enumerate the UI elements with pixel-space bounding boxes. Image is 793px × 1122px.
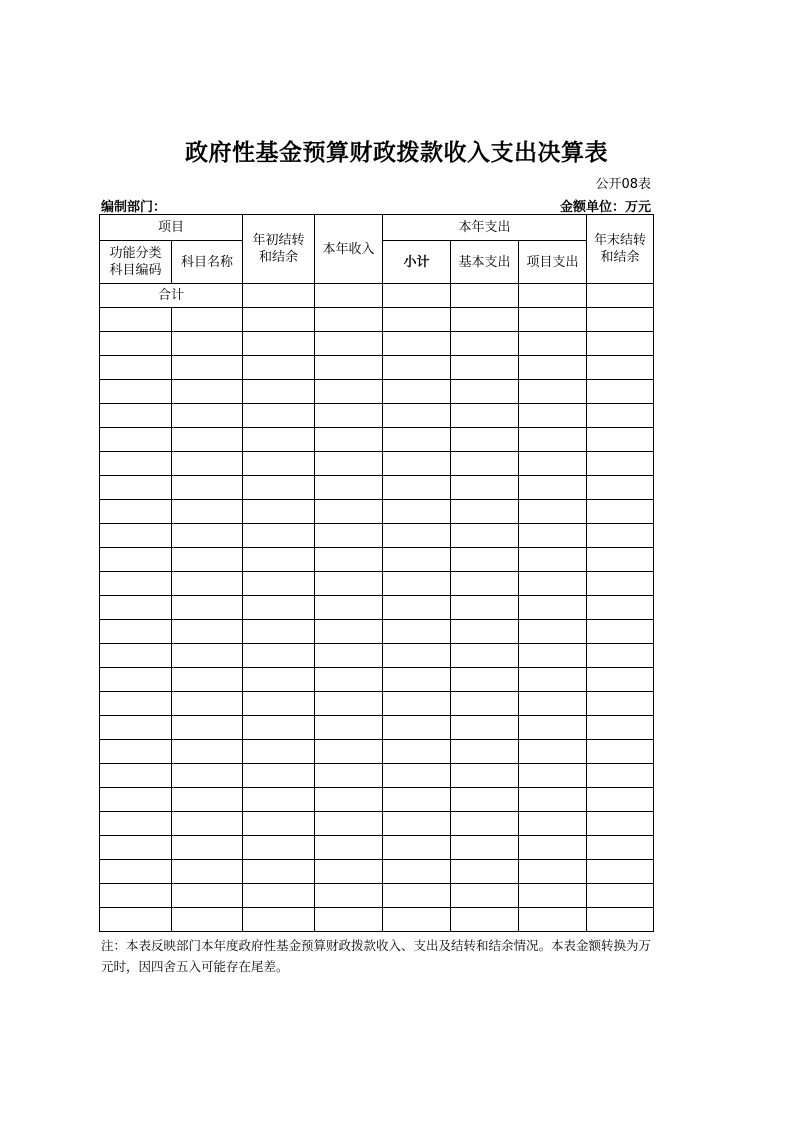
table-cell <box>100 428 172 452</box>
table-cell <box>172 500 243 524</box>
table-cell <box>451 860 519 884</box>
table-cell <box>243 308 315 332</box>
table-row <box>100 356 654 380</box>
table-cell <box>451 740 519 764</box>
table-cell <box>383 860 451 884</box>
unit-label: 金额单位：万元 <box>559 200 651 215</box>
table-cell <box>172 476 243 500</box>
table-cell <box>383 836 451 860</box>
table-cell <box>587 812 654 836</box>
table-cell <box>172 452 243 476</box>
table-cell <box>172 884 243 908</box>
table-cell <box>451 812 519 836</box>
header-opening-balance <box>243 215 315 284</box>
table-cell <box>451 884 519 908</box>
table-cell <box>315 500 383 524</box>
table-cell <box>587 596 654 620</box>
table-row <box>100 884 654 908</box>
table-cell <box>243 740 315 764</box>
table-row <box>100 860 654 884</box>
table-cell <box>100 356 172 380</box>
table-row <box>100 788 654 812</box>
header-basic-expense: 基本支出 <box>451 241 519 284</box>
table-cell <box>383 308 451 332</box>
table-cell <box>315 428 383 452</box>
table-cell <box>172 308 243 332</box>
page-title: 政府性基金预算财政拨款收入支出决算表 <box>185 140 608 166</box>
table-cell <box>243 908 315 932</box>
table-cell <box>172 548 243 572</box>
table-cell <box>172 404 243 428</box>
table-cell <box>100 860 172 884</box>
table-cell <box>451 692 519 716</box>
table-cell <box>315 452 383 476</box>
table-cell <box>315 404 383 428</box>
table-cell <box>587 860 654 884</box>
table-cell <box>172 836 243 860</box>
table-cell <box>100 788 172 812</box>
table-cell <box>100 620 172 644</box>
table-cell <box>100 716 172 740</box>
table-cell <box>172 740 243 764</box>
table-cell <box>519 668 587 692</box>
table-cell <box>383 476 451 500</box>
table-cell <box>100 452 172 476</box>
table-cell <box>315 548 383 572</box>
total-cell <box>243 284 315 308</box>
table-cell <box>587 908 654 932</box>
table-row <box>100 308 654 332</box>
form-code: 公开08表 <box>595 177 651 192</box>
table-cell <box>519 332 587 356</box>
table-row <box>100 524 654 548</box>
department-label: 编制部门： <box>101 200 167 215</box>
header-project-expense: 项目支出 <box>519 241 587 284</box>
table-cell <box>243 620 315 644</box>
table-cell <box>243 884 315 908</box>
footnote: 注：本表反映部门本年度政府性基金预算财政拨款收入、支出及结转和结余情况。本表金额转换为万元时，因四舍五入可能存在尾差。 <box>101 938 652 974</box>
table-cell <box>243 500 315 524</box>
table-cell <box>587 548 654 572</box>
table-cell <box>243 788 315 812</box>
table-row <box>100 668 654 692</box>
table-cell <box>315 812 383 836</box>
header-closing-balance-label: 年末结转和结余 <box>593 233 646 265</box>
table-cell <box>383 740 451 764</box>
table-cell <box>451 644 519 668</box>
table-cell <box>315 332 383 356</box>
table-cell <box>100 812 172 836</box>
table-cell <box>315 692 383 716</box>
table-cell <box>172 428 243 452</box>
table-cell <box>172 908 243 932</box>
table-cell <box>451 668 519 692</box>
table-cell <box>383 644 451 668</box>
total-cell <box>315 284 383 308</box>
table-cell <box>587 476 654 500</box>
table-cell <box>315 524 383 548</box>
table-cell <box>519 812 587 836</box>
table-cell <box>172 380 243 404</box>
header-function-code-label: 功能分类科目编码 <box>109 246 162 278</box>
table-cell <box>315 644 383 668</box>
table-cell <box>519 476 587 500</box>
table-cell <box>172 788 243 812</box>
table-cell <box>519 404 587 428</box>
table-cell <box>243 380 315 404</box>
table-cell <box>451 836 519 860</box>
table-cell <box>383 404 451 428</box>
table-cell <box>587 308 654 332</box>
table-row <box>100 716 654 740</box>
table-cell <box>519 740 587 764</box>
table-cell <box>451 596 519 620</box>
table-cell <box>587 764 654 788</box>
table-cell <box>315 596 383 620</box>
table-row <box>100 452 654 476</box>
table-cell <box>587 740 654 764</box>
table-cell <box>451 476 519 500</box>
table-cell <box>587 668 654 692</box>
table-cell <box>519 308 587 332</box>
table-cell <box>100 668 172 692</box>
table-cell <box>383 572 451 596</box>
table-cell <box>383 884 451 908</box>
table-cell <box>315 908 383 932</box>
table-cell <box>451 572 519 596</box>
table-cell <box>243 860 315 884</box>
table-cell <box>383 908 451 932</box>
table-cell <box>519 428 587 452</box>
table-row <box>100 812 654 836</box>
table-cell <box>172 860 243 884</box>
table-cell <box>100 596 172 620</box>
table-cell <box>451 764 519 788</box>
header-subtotal: 小计 <box>383 241 451 284</box>
table-cell <box>519 356 587 380</box>
table-cell <box>100 884 172 908</box>
table-cell <box>519 860 587 884</box>
table-cell <box>243 524 315 548</box>
table-cell <box>383 452 451 476</box>
table-cell <box>100 908 172 932</box>
table-cell <box>315 740 383 764</box>
table-cell <box>587 380 654 404</box>
table-row <box>100 500 654 524</box>
table-cell <box>172 692 243 716</box>
table-cell <box>519 716 587 740</box>
table-cell <box>172 764 243 788</box>
table-cell <box>451 548 519 572</box>
table-cell <box>587 788 654 812</box>
table-cell <box>451 500 519 524</box>
table-cell <box>315 788 383 812</box>
table-cell <box>451 428 519 452</box>
budget-table <box>99 214 654 932</box>
table-cell <box>100 404 172 428</box>
table-cell <box>243 572 315 596</box>
table-row <box>100 620 654 644</box>
table-cell <box>519 788 587 812</box>
header-subject-name: 科目名称 <box>172 241 243 284</box>
table-row <box>100 380 654 404</box>
table-row <box>100 836 654 860</box>
total-row <box>100 284 654 308</box>
header-item: 项目 <box>100 215 243 241</box>
table-cell <box>519 548 587 572</box>
table-cell <box>100 548 172 572</box>
table-cell <box>100 308 172 332</box>
table-cell <box>243 404 315 428</box>
table-cell <box>383 764 451 788</box>
header-closing-balance <box>587 215 654 284</box>
table-cell <box>315 380 383 404</box>
table-cell <box>519 572 587 596</box>
table-cell <box>451 356 519 380</box>
table-cell <box>383 788 451 812</box>
table-cell <box>100 692 172 716</box>
table-cell <box>172 356 243 380</box>
table-cell <box>451 908 519 932</box>
table-cell <box>587 572 654 596</box>
table-cell <box>243 476 315 500</box>
table-cell <box>383 500 451 524</box>
table-cell <box>315 668 383 692</box>
table-cell <box>383 812 451 836</box>
header-current-expense: 本年支出 <box>383 215 587 241</box>
table-cell <box>315 476 383 500</box>
table-cell <box>587 500 654 524</box>
table-cell <box>451 404 519 428</box>
table-cell <box>519 836 587 860</box>
table-row <box>100 908 654 932</box>
table-cell <box>383 380 451 404</box>
table-row <box>100 548 654 572</box>
table-cell <box>451 308 519 332</box>
table-cell <box>383 620 451 644</box>
table-cell <box>315 860 383 884</box>
table-cell <box>587 620 654 644</box>
table-row <box>100 332 654 356</box>
table-cell <box>451 524 519 548</box>
table-cell <box>243 356 315 380</box>
table-cell <box>243 716 315 740</box>
table-cell <box>172 332 243 356</box>
table-cell <box>587 644 654 668</box>
table-cell <box>243 452 315 476</box>
table-cell <box>587 356 654 380</box>
table-row <box>100 596 654 620</box>
table-cell <box>383 548 451 572</box>
table-cell <box>383 332 451 356</box>
table-cell <box>315 572 383 596</box>
header-row-1 <box>100 215 654 241</box>
table-cell <box>587 428 654 452</box>
table-cell <box>451 788 519 812</box>
table-cell <box>383 524 451 548</box>
table-cell <box>383 356 451 380</box>
table-cell <box>383 596 451 620</box>
header-opening-balance-label: 年初结转和结余 <box>252 233 305 265</box>
table-row <box>100 764 654 788</box>
table-cell <box>172 716 243 740</box>
table-cell <box>172 572 243 596</box>
table-cell <box>383 668 451 692</box>
table-cell <box>100 764 172 788</box>
table-cell <box>519 884 587 908</box>
table-cell <box>519 908 587 932</box>
table-cell <box>519 596 587 620</box>
table-cell <box>100 524 172 548</box>
table-cell <box>100 572 172 596</box>
table-row <box>100 404 654 428</box>
table-cell <box>243 596 315 620</box>
table-cell <box>587 716 654 740</box>
total-cell <box>519 284 587 308</box>
table-row <box>100 572 654 596</box>
table-cell <box>315 884 383 908</box>
table-cell <box>243 548 315 572</box>
table-row <box>100 644 654 668</box>
table-cell <box>172 596 243 620</box>
table-cell <box>519 524 587 548</box>
table-cell <box>519 764 587 788</box>
table-cell <box>519 452 587 476</box>
table-cell <box>519 692 587 716</box>
table-cell <box>243 668 315 692</box>
table-cell <box>172 644 243 668</box>
table-cell <box>383 692 451 716</box>
table-cell <box>243 692 315 716</box>
table-cell <box>519 380 587 404</box>
table-cell <box>172 524 243 548</box>
total-cell <box>383 284 451 308</box>
table-cell <box>243 428 315 452</box>
table-cell <box>100 380 172 404</box>
table-cell <box>587 332 654 356</box>
table-cell <box>243 644 315 668</box>
total-label: 合计 <box>100 284 243 308</box>
table-cell <box>587 524 654 548</box>
table-cell <box>451 716 519 740</box>
table-row <box>100 476 654 500</box>
table-cell <box>243 812 315 836</box>
total-cell <box>451 284 519 308</box>
table-cell <box>519 620 587 644</box>
table-cell <box>383 428 451 452</box>
header-current-income: 本年收入 <box>315 215 383 284</box>
table-row <box>100 428 654 452</box>
table-cell <box>172 620 243 644</box>
table-cell <box>587 884 654 908</box>
table-cell <box>315 308 383 332</box>
table-cell <box>172 668 243 692</box>
table-cell <box>587 836 654 860</box>
table-cell <box>315 836 383 860</box>
table-cell <box>172 812 243 836</box>
table-cell <box>100 332 172 356</box>
table-row <box>100 740 654 764</box>
table-cell <box>315 620 383 644</box>
table-cell <box>587 692 654 716</box>
table-cell <box>519 500 587 524</box>
table-cell <box>451 380 519 404</box>
table-cell <box>100 740 172 764</box>
header-function-code <box>100 241 172 284</box>
table-cell <box>383 716 451 740</box>
table-cell <box>315 716 383 740</box>
table-cell <box>519 644 587 668</box>
table-cell <box>100 500 172 524</box>
table-cell <box>451 620 519 644</box>
table-cell <box>100 476 172 500</box>
table-cell <box>243 332 315 356</box>
table-cell <box>100 644 172 668</box>
table-cell <box>315 764 383 788</box>
table-cell <box>243 764 315 788</box>
table-cell <box>587 404 654 428</box>
table-cell <box>587 452 654 476</box>
table-cell <box>100 836 172 860</box>
table-cell <box>451 332 519 356</box>
table-row <box>100 692 654 716</box>
table-cell <box>243 836 315 860</box>
table-cell <box>451 452 519 476</box>
table-cell <box>315 356 383 380</box>
total-cell <box>587 284 654 308</box>
